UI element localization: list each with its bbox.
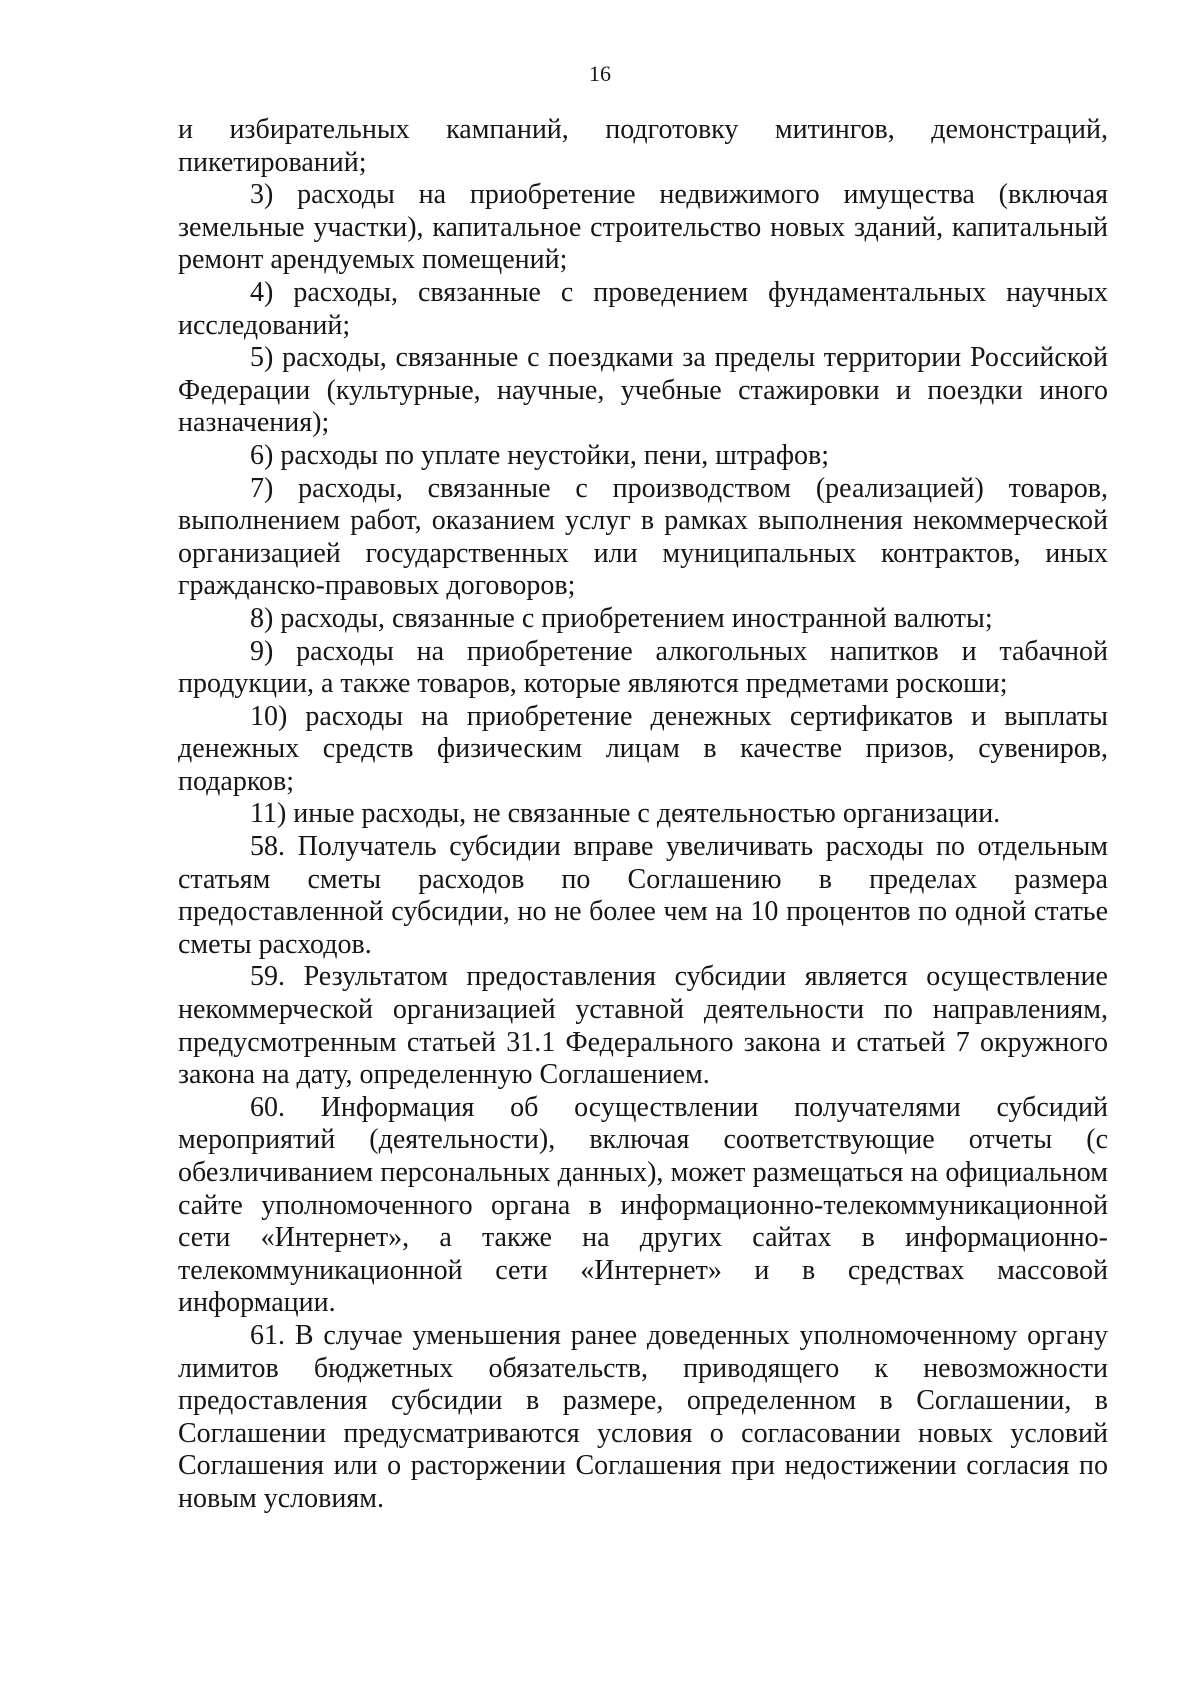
list-item-4: 4) расходы, связанные с проведением фундаментальных научных исследований;: [178, 276, 1108, 341]
document-body: [178, 114, 1108, 1516]
list-item-11: 11) иные расходы, не связанные с деятельностью организации.: [250, 798, 1001, 830]
list-item-9: 9) расходы на приобретение алкогольных напитков и табачной продукции, а также товаров, которые являются предметами роскоши;: [178, 635, 1108, 700]
list-item-8: 8) расходы, связанные с приобретением иностранной валюты;: [250, 602, 993, 634]
list-item-7: 7) расходы, связанные с производством (реализацией) товаров, выполнением работ, оказанием услуг в рамках выполнения некоммерческой организацией государственных или муниципальных контрактов, иных гражданско-правовых договоров;: [178, 472, 1108, 602]
clause-61: 61. В случае уменьшения ранее доведенных уполномоченному органу лимитов бюджетных обязательств, приводящего к невозможности предоставления субсидии в размере, определенном в Соглашении, в Соглашении предусматриваются условия о согласовании новых условий Соглашения или о расторжении Соглашения при недостижении согласия по новым условиям.: [178, 1319, 1108, 1514]
clause-60: 60. Информация об осуществлении получателями субсидий мероприятий (деятельности), включая соответствующие отчеты (с обезличиванием персональных данных), может размещаться на официальном сайте уполномоченного органа в информационно-телекоммуникационной сети «Интернет», а также на других сайтах в информационно-телекоммуникационной сети «Интернет» и в средствах массовой информации.: [178, 1091, 1108, 1319]
list-item-6: 6) расходы по уплате неустойки, пени, штрафов;: [250, 439, 829, 471]
paragraph-continuation: и избирательных кампаний, подготовку митингов, демонстраций, пикетирований;: [178, 114, 1108, 178]
list-item-5: 5) расходы, связанные с поездками за пределы территории Российской Федерации (культурные, научные, учебные стажировки и поездки иного назначения);: [178, 342, 1108, 439]
clause-59: 59. Результатом предоставления субсидии является осуществление некоммерческой организацией уставной деятельности по направлениям, предусмотренным статьей 31.1 Федерального закона и статьей 7 окружного закона на дату, определенную Соглашением.: [178, 961, 1108, 1091]
list-item-3: 3) расходы на приобретение недвижимого имущества (включая земельные участки), капитальное строительство новых зданий, капитальный ремонт арендуемых помещений;: [178, 179, 1108, 276]
list-item-10: 10) расходы на приобретение денежных сертификатов и выплаты денежных средств физическим лицам в качестве призов, сувениров, подарков;: [178, 700, 1108, 797]
page-number: 16: [589, 61, 611, 86]
clause-58: 58. Получатель субсидии вправе увеличивать расходы по отдельным статьям сметы расходов по Соглашению в пределах размера предоставленной субсидии, но не более чем на 10 процентов по одной статье сметы расходов.: [178, 831, 1108, 960]
